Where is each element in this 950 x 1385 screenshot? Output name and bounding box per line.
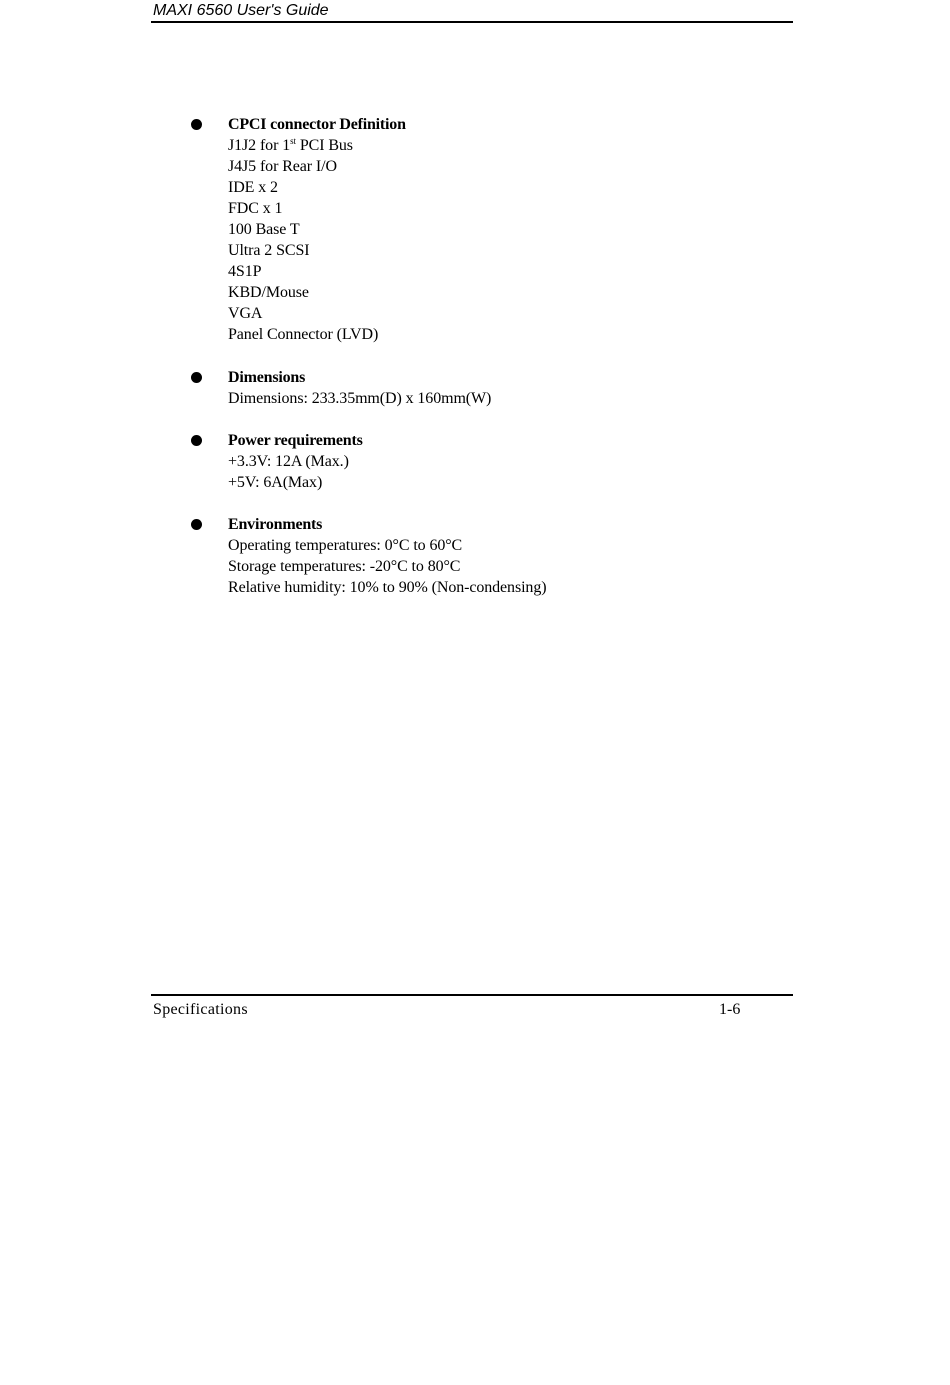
section-lines bbox=[228, 388, 491, 409]
spec-line: J4J5 for Rear I/O bbox=[228, 158, 337, 175]
section-lines bbox=[228, 451, 349, 493]
spec-line: 4S1P bbox=[228, 263, 262, 280]
spec-line: +3.3V: 12A (Max.) bbox=[228, 453, 349, 470]
spec-line: Relative humidity: 10% to 90% (Non-condensing) bbox=[228, 579, 547, 596]
section-heading: Environments bbox=[228, 516, 323, 533]
bullet-icon bbox=[191, 119, 202, 130]
spec-line: J1J2 for 1st PCI Bus bbox=[228, 136, 353, 154]
footer-section-name: Specifications bbox=[153, 1001, 248, 1018]
spec-line: Panel Connector (LVD) bbox=[228, 326, 379, 343]
spec-line: VGA bbox=[228, 305, 263, 322]
running-head: MAXI 6560 User's Guide bbox=[153, 2, 329, 19]
spec-line: 100 Base T bbox=[228, 221, 300, 238]
spec-line: IDE x 2 bbox=[228, 179, 278, 196]
spec-line: +5V: 6A(Max) bbox=[228, 474, 323, 491]
bullet-icon bbox=[191, 372, 202, 383]
page-number: 1-6 bbox=[719, 1001, 741, 1018]
section-heading: Power requirements bbox=[228, 432, 363, 449]
section-lines bbox=[228, 535, 546, 598]
spec-line: Storage temperatures: -20°C to 80°C bbox=[228, 558, 461, 575]
section-heading: CPCI connector Definition bbox=[228, 116, 406, 133]
bullet-icon bbox=[191, 519, 202, 530]
header-rule bbox=[151, 21, 793, 23]
spec-line: KBD/Mouse bbox=[228, 284, 309, 301]
spec-line: Operating temperatures: 0°C to 60°C bbox=[228, 537, 463, 554]
section-heading: Dimensions bbox=[228, 369, 306, 386]
spec-line: FDC x 1 bbox=[228, 200, 283, 217]
spec-line: Dimensions: 233.35mm(D) x 160mm(W) bbox=[228, 390, 492, 407]
section-lines bbox=[228, 135, 378, 345]
bullet-icon bbox=[191, 435, 202, 446]
spec-line: Ultra 2 SCSI bbox=[228, 242, 310, 259]
footer-rule bbox=[151, 994, 793, 996]
